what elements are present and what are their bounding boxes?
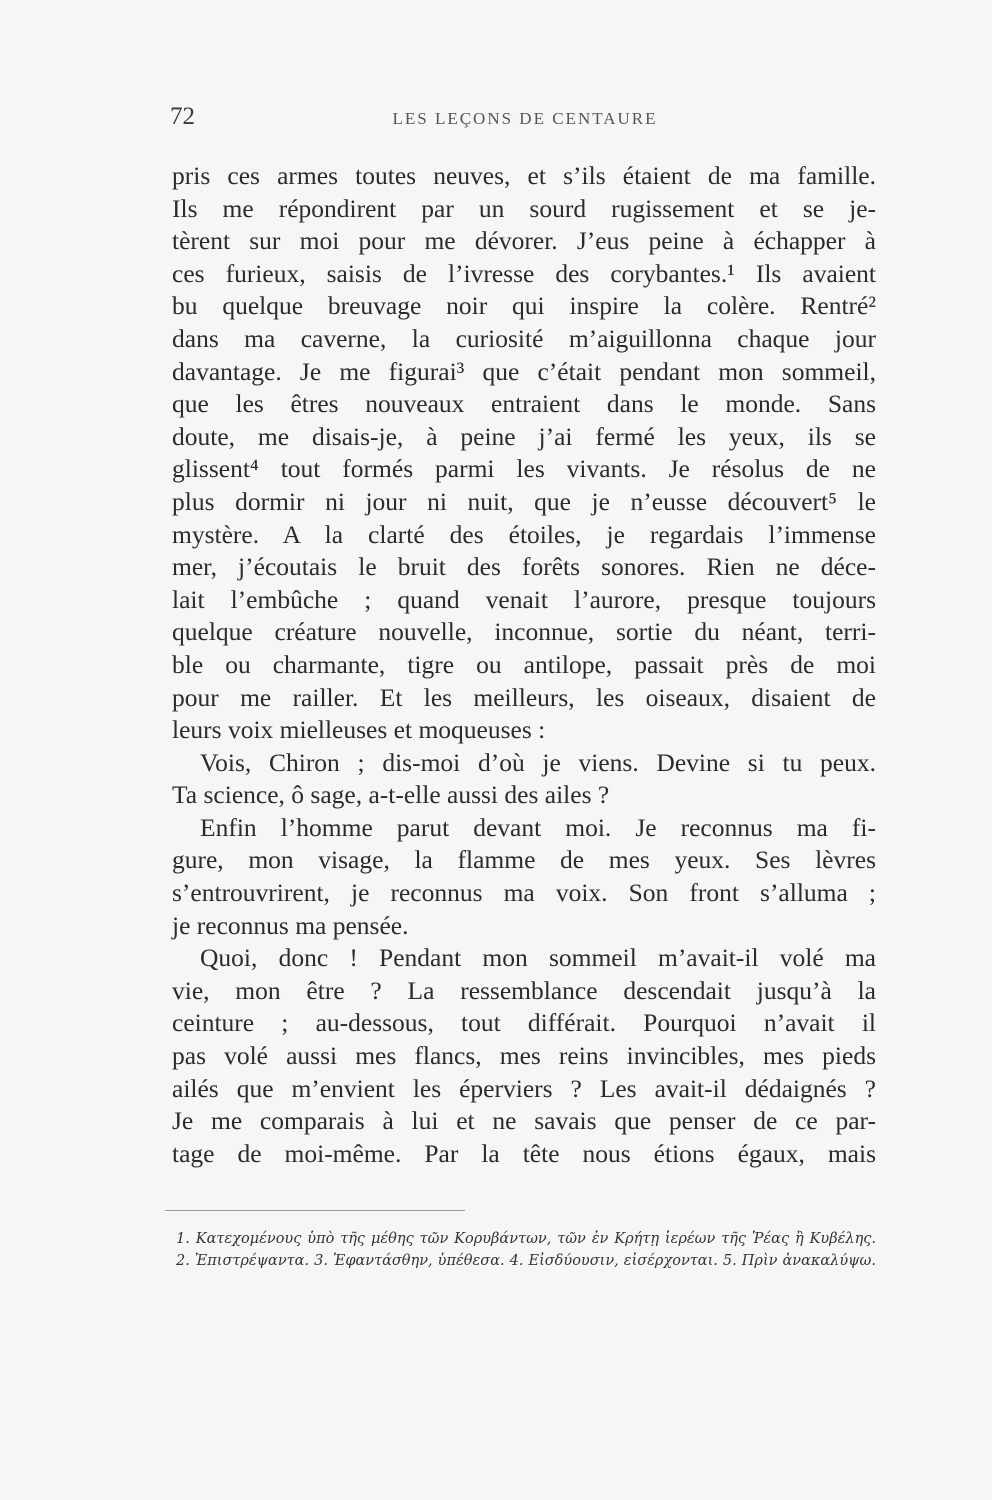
text-line: vie, mon être ? La ressemblance descendait jusqu’à la	[172, 975, 876, 1005]
text-line: que les êtres nouveaux entraient dans le monde. Sans	[172, 389, 876, 419]
text-line: Enfin l’homme parut devant moi. Je reconnus ma fi-	[200, 812, 876, 842]
text-line: ces furieux, saisis de l’ivresse des corybantes.¹ Ils avaient	[172, 258, 876, 288]
text-line: je reconnus ma pensée.	[172, 910, 409, 940]
text-line: pris ces armes toutes neuves, et s’ils étaient de ma famille.	[172, 161, 876, 190]
text-line: Quoi, donc ! Pendant mon sommeil m’avait-il volé ma	[200, 943, 876, 973]
footnote-line: 1. Κατεχομένους ὑπὸ τῆς μέθης τῶν Κορυβάντων, τῶν ἐν Κρήτῃ ἱερέων τῆς Ῥέας ἢ Κυβέλης.	[176, 1231, 876, 1247]
text-line: mystère. A la clarté des étoiles, je regardais l’immense	[172, 519, 876, 549]
text-line: plus dormir ni jour ni nuit, que je n’eusse découvert⁵ le	[172, 486, 876, 516]
text-line: lait l’embûche ; quand venait l’aurore, presque toujours	[172, 584, 876, 614]
body-text	[172, 160, 876, 1170]
text-line: pas volé aussi mes flancs, mes reins invincibles, mes pieds	[172, 1041, 876, 1071]
text-line: quelque créature nouvelle, inconnue, sortie du néant, terri-	[172, 617, 876, 647]
text-line: s’entrouvrirent, je reconnus ma voix. Son front s’alluma ;	[172, 878, 876, 908]
text-line: dans ma caverne, la curiosité m’aiguillonna chaque jour	[172, 323, 876, 353]
text-line: gure, mon visage, la flamme de mes yeux. Ses lèvres	[172, 845, 876, 875]
text-line: ailés que m’envient les éperviers ? Les avait-il dédaignés ?	[172, 1073, 876, 1103]
running-title: LES LEÇONS DE CENTAURE	[392, 109, 658, 128]
text-line: glissent⁴ tout formés parmi les vivants. Je résolus de ne	[172, 454, 876, 484]
text-line: tage de moi-même. Par la tête nous étions égaux, mais	[172, 1138, 876, 1168]
text-line: tèrent sur moi pour me dévorer. J’eus peine à échapper à	[172, 226, 876, 256]
text-line: Ta science, ô sage, a-t-elle aussi des ailes ?	[172, 780, 610, 810]
text-line: davantage. Je me figurai³ que c’était pendant mon sommeil,	[172, 356, 876, 386]
footnotes	[176, 1228, 876, 1272]
text-line: ble ou charmante, tigre ou antilope, passait près de moi	[172, 649, 876, 679]
running-head	[170, 103, 880, 133]
text-line: bu quelque breuvage noir qui inspire la colère. Rentré²	[172, 291, 876, 321]
text-line: ceinture ; au-dessous, tout différait. Pourquoi n’avait il	[172, 1008, 876, 1038]
footnote-divider	[165, 1210, 465, 1211]
text-line: pour me railler. Et les meilleurs, les oiseaux, disaient de	[172, 682, 876, 712]
page-number: 72	[170, 103, 195, 130]
text-line: mer, j’écoutais le bruit des forêts sonores. Rien ne déce-	[172, 552, 876, 582]
text-line: doute, me disais-je, à peine j’ai fermé les yeux, ils se	[172, 421, 876, 451]
footnote-line: 2. Ἐπιστρέψαντα. 3. Ἐφαντάσθην, ὑπέθεσα. 4. Εἰσδύουσιν, εἰσέρχονται. 5. Πρὶν ἀνακαλύψω.	[176, 1253, 876, 1269]
text-line: Je me comparais à lui et ne savais que penser de ce par-	[172, 1106, 876, 1136]
text-line: Ils me répondirent par un sourd rugissement et se je-	[172, 193, 876, 223]
text-line: leurs voix mielleuses et moqueuses :	[172, 715, 546, 745]
text-line: Vois, Chiron ; dis-moi d’où je viens. Devine si tu peux.	[200, 747, 876, 777]
